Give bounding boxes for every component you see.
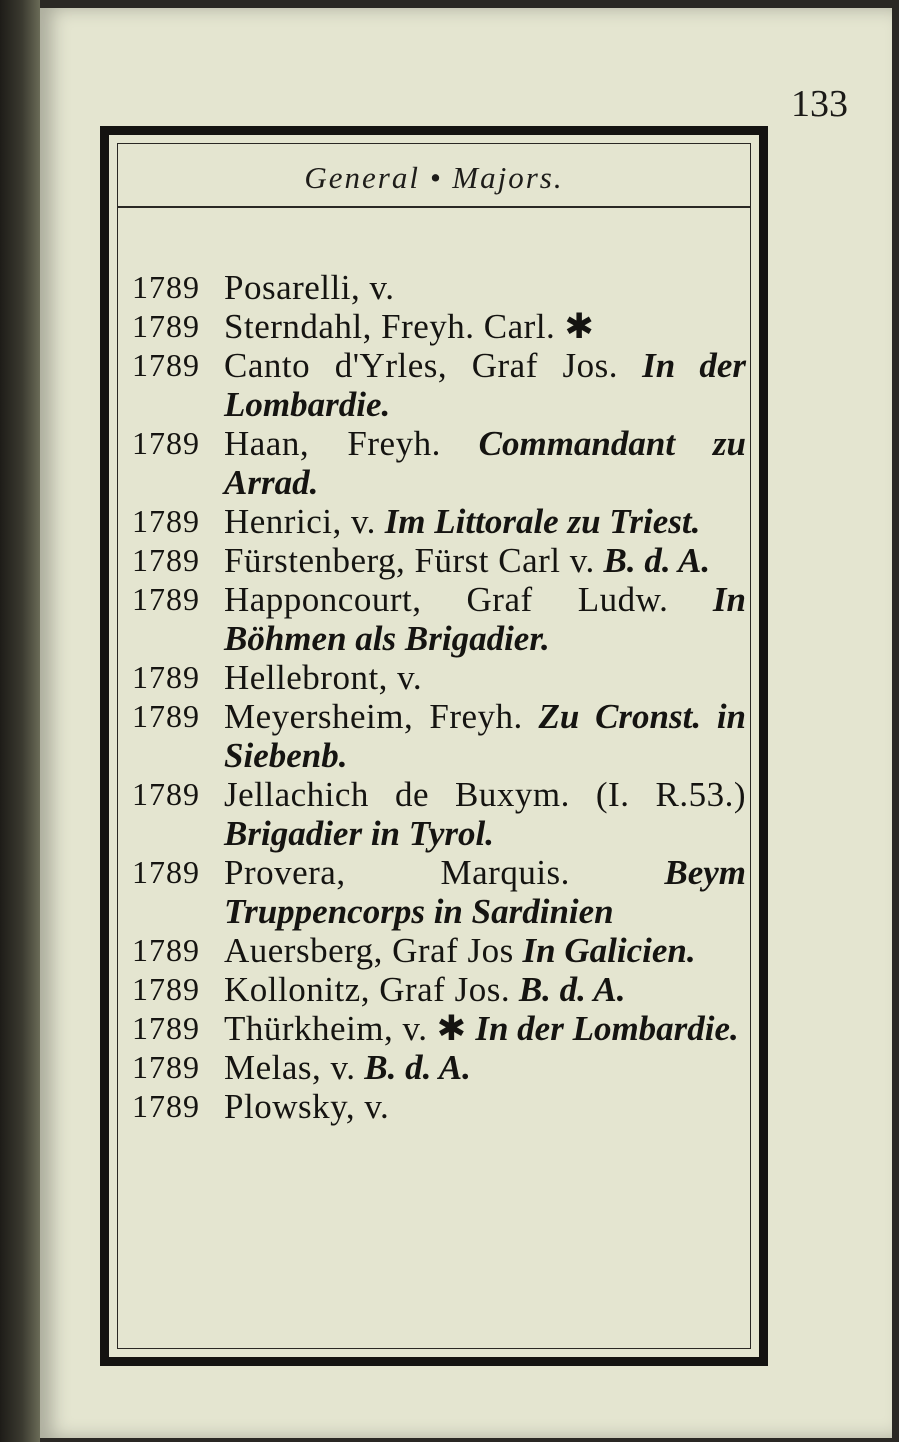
- entry-name: Auersberg, Graf Jos: [224, 931, 514, 970]
- entry-text: [224, 775, 746, 853]
- entry-note: B. d. A.: [364, 1048, 471, 1087]
- entry-year: 1789: [132, 932, 200, 968]
- list-item: [132, 853, 746, 931]
- list-item: [132, 307, 746, 346]
- entry-note: In der Lombardie.: [475, 1009, 739, 1048]
- entry-year: 1789: [132, 581, 200, 617]
- page-frame: [100, 126, 768, 1366]
- entry-year: 1789: [132, 776, 200, 812]
- entry-note: B. d. A.: [603, 541, 711, 580]
- entry-year: 1789: [132, 542, 200, 578]
- entry-text: [224, 931, 746, 970]
- entry-note: B. d. A.: [518, 970, 626, 1009]
- list-item: [132, 541, 746, 580]
- entry-text: [224, 658, 746, 697]
- entry-year: 1789: [132, 425, 200, 461]
- entry-year: 1789: [132, 659, 200, 695]
- entry-year: 1789: [132, 269, 200, 305]
- entry-note: Zu Cronst. in Siebenb.: [224, 697, 747, 775]
- entry-note: In der Lombardie.: [224, 346, 746, 424]
- list-item: [132, 1087, 746, 1126]
- entry-name: Thürkheim, v. ✱: [224, 1009, 467, 1048]
- entry-year: 1789: [132, 698, 200, 734]
- entry-year: 1789: [132, 971, 200, 1007]
- entry-text: [224, 268, 746, 307]
- entry-note: Brigadier in Tyrol.: [224, 814, 494, 853]
- entry-text: [224, 346, 746, 424]
- list-item: [132, 1009, 746, 1048]
- entry-text: [224, 580, 746, 658]
- list-item: [132, 502, 746, 541]
- entry-name: Haan, Freyh.: [224, 424, 441, 463]
- entry-year: 1789: [132, 503, 200, 539]
- entry-name: Meyersheim, Freyh.: [224, 697, 523, 736]
- entry-name: Canto d'Yrles, Graf Jos.: [224, 346, 618, 385]
- page-number: 133: [791, 83, 848, 125]
- entry-note: Commandant zu Arrad.: [224, 424, 746, 502]
- entry-name: Posarelli, v.: [224, 268, 395, 307]
- entry-text: [224, 541, 746, 580]
- entry-year: 1789: [132, 308, 200, 344]
- entry-note: Beym Truppencorps in Sardinien: [224, 853, 746, 931]
- section-header: [118, 144, 750, 208]
- entry-name: Provera, Marquis.: [224, 853, 570, 892]
- entry-list: [132, 268, 746, 1126]
- list-item: [132, 1048, 746, 1087]
- entry-note: In Galicien.: [522, 931, 696, 970]
- list-item: [132, 658, 746, 697]
- entry-year: 1789: [132, 854, 200, 890]
- entry-text: [224, 1087, 746, 1126]
- list-item: [132, 580, 746, 658]
- entry-text: [224, 1048, 746, 1087]
- entry-text: [224, 502, 746, 541]
- list-item: [132, 970, 746, 1009]
- list-item: [132, 346, 746, 424]
- frame-inner-rule: [117, 143, 751, 1349]
- entry-year: 1789: [132, 347, 200, 383]
- entry-name: Sterndahl, Freyh. Carl. ✱: [224, 307, 595, 346]
- list-item: [132, 775, 746, 853]
- entry-note: In Böhmen als Brigadier.: [224, 580, 746, 658]
- entry-name: Plowsky, v.: [224, 1087, 390, 1126]
- list-item: [132, 931, 746, 970]
- entry-text: [224, 424, 746, 502]
- list-item: [132, 424, 746, 502]
- section-title: General • Majors.: [304, 160, 564, 195]
- entry-text: [224, 697, 746, 775]
- list-item: [132, 268, 746, 307]
- entry-text: [224, 307, 746, 346]
- entry-note: Im Littorale zu Triest.: [384, 502, 701, 541]
- entry-name: Kollonitz, Graf Jos.: [224, 970, 511, 1009]
- book-page: [40, 8, 892, 1438]
- entry-text: [224, 853, 746, 931]
- entry-text: [224, 970, 746, 1009]
- entry-name: Melas, v.: [224, 1048, 356, 1087]
- entry-year: 1789: [132, 1049, 200, 1085]
- entry-name: Jellachich de Buxym. (I. R.53.): [224, 775, 746, 814]
- list-item: [132, 697, 746, 775]
- entry-year: 1789: [132, 1010, 200, 1046]
- entry-text: [224, 1009, 746, 1048]
- entry-name: Hellebront, v.: [224, 658, 423, 697]
- entry-name: Henrici, v.: [224, 502, 376, 541]
- entry-name: Happoncourt, Graf Ludw.: [224, 580, 669, 619]
- book-spine: [0, 0, 40, 1442]
- entry-name: Fürstenberg, Fürst Carl v.: [224, 541, 595, 580]
- entry-year: 1789: [132, 1088, 200, 1124]
